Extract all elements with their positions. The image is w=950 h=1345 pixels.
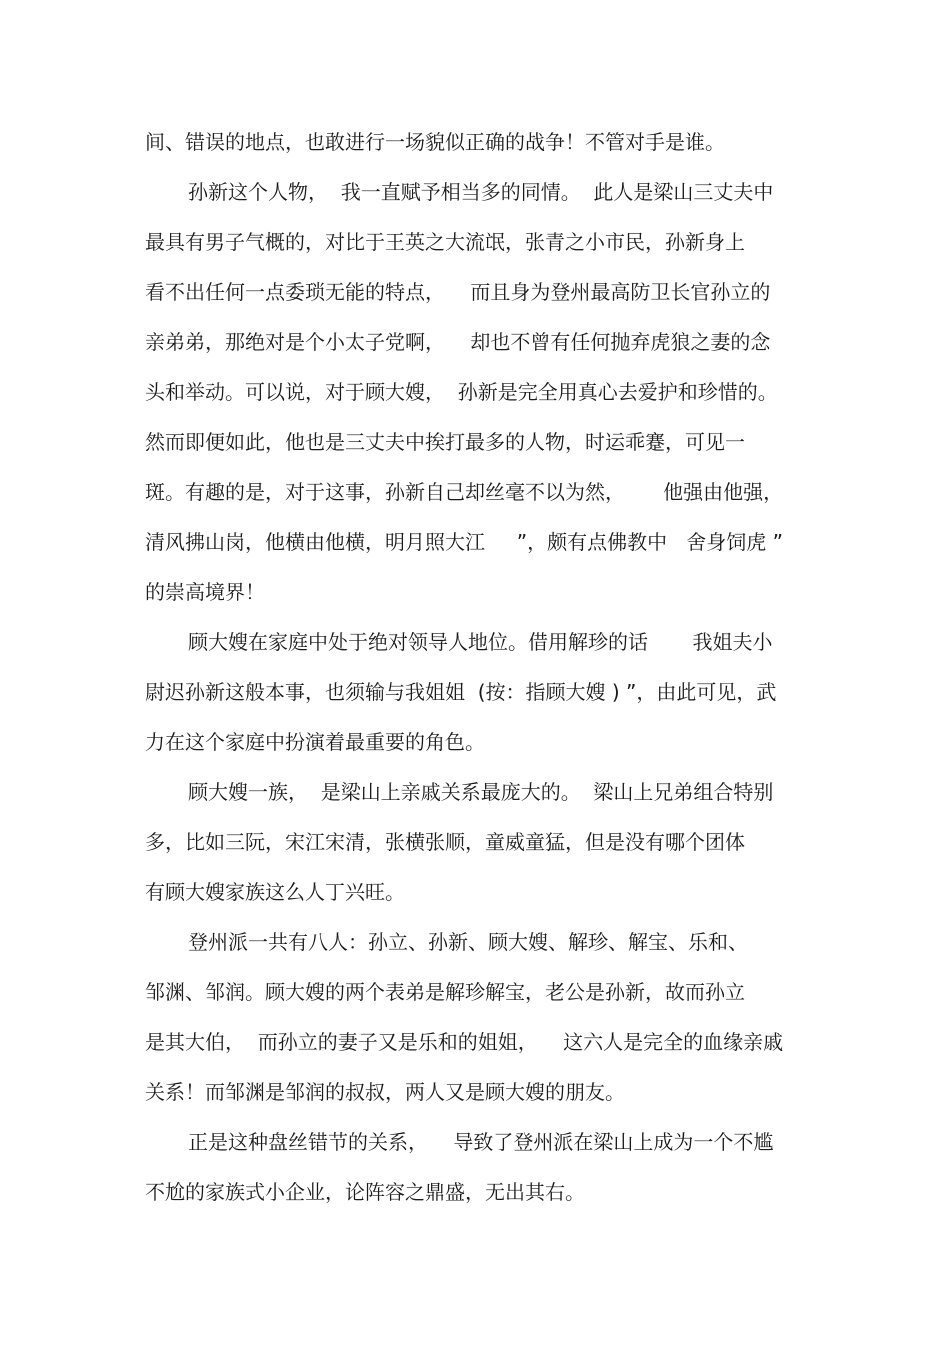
text-line: 然而即便如此，他也是三丈夫中挨打最多的人物，时运乖蹇，可见一 — [145, 430, 745, 454]
paragraph-start-line: 正是这种盘丝错节的关系， 导致了登州派在梁山上成为一个不尴 — [188, 1130, 774, 1154]
text-line: 有顾大嫂家族这么人丁兴旺。 — [145, 880, 405, 904]
text-line: 是其大伯， 而孙立的妻子又是乐和的姐姐， 这六人是完全的血缘亲戚 — [145, 1030, 784, 1054]
text-line: 头和举动。可以说，对于顾大嫂， 孙新是完全用真心去爱护和珍惜的。 — [145, 380, 778, 404]
text-line: 斑。有趣的是，对于这事，孙新自己却丝毫不以为然， 他强由他强， — [145, 480, 784, 504]
text-line: 力在这个家庭中扮演着最重要的角色。 — [145, 730, 485, 754]
text-line: 清风拂山岗，他横由他横，明月照大江 ”，颇有点佛教中 舍身饲虎 ” — [145, 530, 783, 554]
text-line: 不尬的家族式小企业，论阵容之鼎盛，无出其右。 — [145, 1180, 585, 1204]
text-line: 看不出任何一点委琐无能的特点， 而且身为登州最高防卫长官孙立的 — [145, 280, 771, 304]
paragraph-start-line: 孙新这个人物， 我一直赋予相当多的同情。 此人是梁山三丈夫中 — [188, 180, 774, 204]
text-line: 的崇高境界！ — [145, 580, 265, 604]
text-line: 间、错误的地点，也敢进行一场貌似正确的战争！不管对手是谁。 — [145, 130, 725, 154]
paragraph-start-line: 顾大嫂一族， 是梁山上亲戚关系最庞大的。 梁山上兄弟组合特别 — [188, 780, 774, 804]
paragraph-start-line: 顾大嫂在家庭中处于绝对领导人地位。借用解珍的话 我姐夫小 — [188, 630, 773, 654]
text-line: 关系！而邹渊是邹润的叔叔，两人又是顾大嫂的朋友。 — [145, 1080, 625, 1104]
text-line: 多，比如三阮，宋江宋清，张横张顺，童威童猛，但是没有哪个团体 — [145, 830, 745, 854]
text-line: 邹渊、邹润。顾大嫂的两个表弟是解珍解宝，老公是孙新，故而孙立 — [145, 980, 745, 1004]
text-line: 尉迟孙新这般本事，也须输与我姐姐 (按：指顾大嫂 ) ”，由此可见，武 — [145, 680, 777, 704]
paragraph-start-line: 登州派一共有八人：孙立、孙新、顾大嫂、解珍、解宝、乐和、 — [188, 930, 748, 954]
text-line: 最具有男子气概的，对比于王英之大流氓，张青之小市民，孙新身上 — [145, 230, 745, 254]
text-line: 亲弟弟，那绝对是个小太子党啊， 却也不曾有任何抛弃虎狼之妻的念 — [145, 330, 771, 354]
